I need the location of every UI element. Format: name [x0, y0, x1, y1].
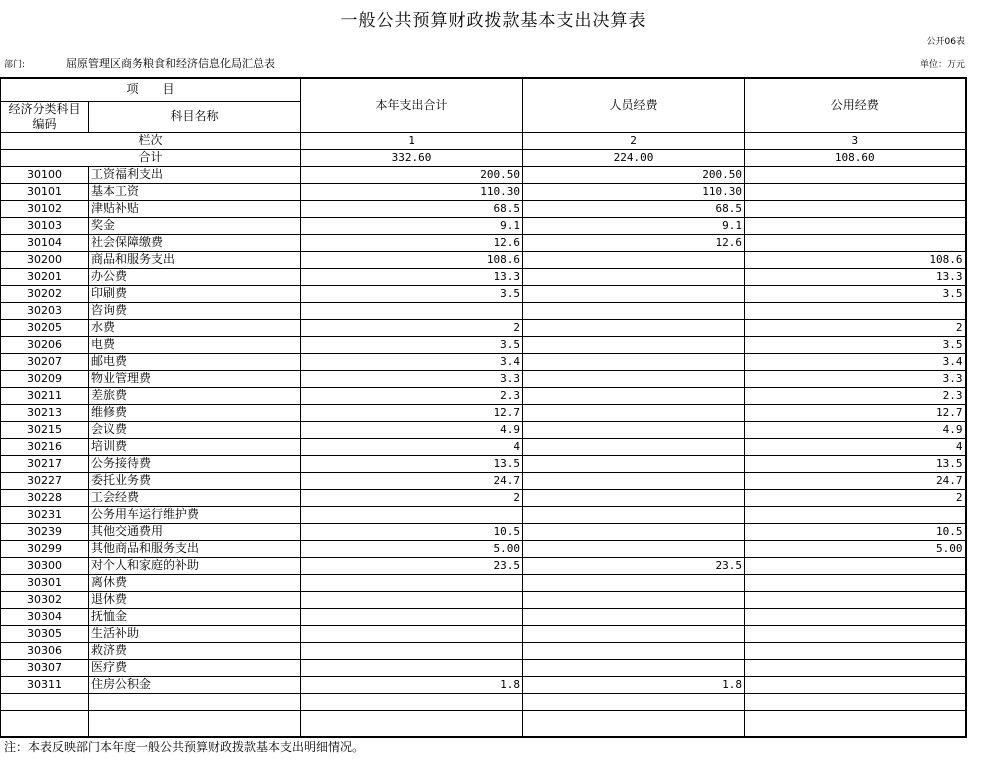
table-row [1, 438, 966, 455]
subject-name-cell: 基本工资 [89, 183, 301, 200]
header-personnel: 人员经费 [523, 78, 745, 132]
subject-name-cell: 抚恤金 [89, 608, 301, 625]
total-cell: 12.6 [301, 234, 523, 251]
econ-code-cell: 30307 [1, 659, 89, 676]
total-cell: 4.9 [301, 421, 523, 438]
public-cell [745, 302, 966, 319]
personnel-cell [523, 489, 745, 506]
subject-name-cell: 办公费 [89, 268, 301, 285]
subject-name-cell: 工会经费 [89, 489, 301, 506]
public-cell [745, 608, 966, 625]
public-cell [745, 217, 966, 234]
econ-code-cell: 30203 [1, 302, 89, 319]
total-cell: 3.5 [301, 285, 523, 302]
econ-code-cell: 30205 [1, 319, 89, 336]
table-row [1, 608, 966, 625]
blank-cell [1, 693, 89, 710]
public-cell [745, 166, 966, 183]
econ-code-cell: 30301 [1, 574, 89, 591]
subject-name-cell: 维修费 [89, 404, 301, 421]
personnel-cell [523, 353, 745, 370]
total-sum: 332.60 [301, 149, 523, 166]
total-cell: 24.7 [301, 472, 523, 489]
subject-name-cell: 差旅费 [89, 387, 301, 404]
table-row [1, 523, 966, 540]
personnel-cell [523, 625, 745, 642]
public-cell [745, 574, 966, 591]
personnel-cell: 12.6 [523, 234, 745, 251]
table-row [1, 336, 966, 353]
public-cell [745, 200, 966, 217]
public-cell [745, 625, 966, 642]
table-row [1, 251, 966, 268]
table-row [1, 268, 966, 285]
subject-name-cell: 物业管理费 [89, 370, 301, 387]
subject-name-cell: 电费 [89, 336, 301, 353]
public-cell: 5.00 [745, 540, 966, 557]
total-cell: 3.3 [301, 370, 523, 387]
total-cell: 2 [301, 489, 523, 506]
total-cell: 3.5 [301, 336, 523, 353]
personnel-cell [523, 472, 745, 489]
personnel-cell [523, 319, 745, 336]
econ-code-cell: 30217 [1, 455, 89, 472]
table-row [1, 285, 966, 302]
total-public: 108.60 [745, 149, 966, 166]
personnel-cell: 9.1 [523, 217, 745, 234]
table-row [1, 676, 966, 693]
blank-cell [745, 693, 966, 710]
total-cell [301, 625, 523, 642]
department-name: 屈原管理区商务粮食和经济信息化局汇总表 [66, 57, 275, 70]
blank-cell [745, 710, 966, 737]
total-cell: 9.1 [301, 217, 523, 234]
personnel-cell [523, 285, 745, 302]
econ-code-cell: 30104 [1, 234, 89, 251]
header-subject-name: 科目名称 [89, 101, 301, 132]
col-number-2: 2 [523, 132, 745, 149]
econ-code-cell: 30215 [1, 421, 89, 438]
report-title: 一般公共预算财政拨款基本支出决算表 [340, 11, 647, 31]
personnel-cell [523, 438, 745, 455]
econ-code-cell: 30306 [1, 642, 89, 659]
personnel-cell [523, 421, 745, 438]
subject-name-cell: 委托业务费 [89, 472, 301, 489]
header-econ-code: 经济分类科目编码 [1, 101, 89, 132]
table-row [1, 234, 966, 251]
econ-code-cell: 30231 [1, 506, 89, 523]
total-cell: 13.5 [301, 455, 523, 472]
personnel-cell [523, 370, 745, 387]
econ-code-cell: 30200 [1, 251, 89, 268]
form-code: 公开06表 [926, 37, 965, 47]
total-cell: 5.00 [301, 540, 523, 557]
personnel-cell [523, 574, 745, 591]
total-cell [301, 302, 523, 319]
public-cell: 3.3 [745, 370, 966, 387]
total-cell [301, 506, 523, 523]
table-row [1, 302, 966, 319]
table-row [1, 166, 966, 183]
subject-name-cell: 公务用车运行维护费 [89, 506, 301, 523]
personnel-cell [523, 523, 745, 540]
public-cell: 13.3 [745, 268, 966, 285]
personnel-cell: 200.50 [523, 166, 745, 183]
subject-name-cell: 社会保障缴费 [89, 234, 301, 251]
table-row [1, 421, 966, 438]
subject-name-cell: 咨询费 [89, 302, 301, 319]
total-label: 合计 [1, 149, 301, 166]
total-cell: 200.50 [301, 166, 523, 183]
subject-name-cell: 其他交通费用 [89, 523, 301, 540]
public-cell: 3.4 [745, 353, 966, 370]
personnel-cell [523, 387, 745, 404]
personnel-cell [523, 336, 745, 353]
table-row [1, 659, 966, 676]
department-label: 部门: [4, 60, 26, 70]
total-cell: 110.30 [301, 183, 523, 200]
econ-code-cell: 30300 [1, 557, 89, 574]
public-cell: 4 [745, 438, 966, 455]
table-row [1, 625, 966, 642]
personnel-cell [523, 404, 745, 421]
econ-code-cell: 30100 [1, 166, 89, 183]
econ-code-cell: 30102 [1, 200, 89, 217]
subject-name-cell: 培训费 [89, 438, 301, 455]
total-cell [301, 608, 523, 625]
subject-name-cell: 公务接待费 [89, 455, 301, 472]
econ-code-cell: 30209 [1, 370, 89, 387]
public-cell: 3.5 [745, 285, 966, 302]
public-cell: 2 [745, 319, 966, 336]
public-cell [745, 183, 966, 200]
public-cell: 12.7 [745, 404, 966, 421]
total-cell: 2.3 [301, 387, 523, 404]
col-number-3: 3 [745, 132, 966, 149]
table-row [1, 557, 966, 574]
total-cell: 10.5 [301, 523, 523, 540]
total-cell [301, 574, 523, 591]
blank-cell [301, 693, 523, 710]
total-cell: 68.5 [301, 200, 523, 217]
table-row [1, 183, 966, 200]
blank-cell [523, 710, 745, 737]
header-total-expenditure: 本年支出合计 [301, 78, 523, 132]
public-cell [745, 659, 966, 676]
personnel-cell: 1.8 [523, 676, 745, 693]
table-row [1, 506, 966, 523]
table-row [1, 591, 966, 608]
public-cell: 2.3 [745, 387, 966, 404]
table-row [1, 540, 966, 557]
unit-label: 单位：万元 [919, 60, 965, 70]
econ-code-cell: 30213 [1, 404, 89, 421]
header-public: 公用经费 [745, 78, 966, 132]
header-item: 项 目 [1, 78, 301, 101]
total-cell: 23.5 [301, 557, 523, 574]
public-cell [745, 591, 966, 608]
personnel-cell [523, 455, 745, 472]
personnel-cell [523, 302, 745, 319]
total-cell: 108.6 [301, 251, 523, 268]
expenditure-table [0, 77, 967, 738]
total-cell: 13.3 [301, 268, 523, 285]
table-row [1, 353, 966, 370]
table-row [1, 319, 966, 336]
subject-name-cell: 津贴补贴 [89, 200, 301, 217]
table-row [1, 200, 966, 217]
public-cell: 108.6 [745, 251, 966, 268]
table-row [1, 387, 966, 404]
subject-name-cell: 救济费 [89, 642, 301, 659]
subject-name-cell: 奖金 [89, 217, 301, 234]
table-row [1, 642, 966, 659]
table-row [1, 574, 966, 591]
public-cell [745, 676, 966, 693]
subject-name-cell: 水费 [89, 319, 301, 336]
total-cell [301, 642, 523, 659]
blank-row [1, 710, 966, 737]
personnel-cell [523, 659, 745, 676]
subject-name-cell: 生活补助 [89, 625, 301, 642]
public-cell: 3.5 [745, 336, 966, 353]
public-cell [745, 234, 966, 251]
blank-cell [89, 693, 301, 710]
subject-name-cell: 对个人和家庭的补助 [89, 557, 301, 574]
econ-code-cell: 30211 [1, 387, 89, 404]
table-row [1, 489, 966, 506]
subject-name-cell: 印刷费 [89, 285, 301, 302]
econ-code-cell: 30299 [1, 540, 89, 557]
subject-name-cell: 商品和服务支出 [89, 251, 301, 268]
public-cell: 24.7 [745, 472, 966, 489]
blank-cell [1, 710, 89, 737]
public-cell [745, 642, 966, 659]
personnel-cell: 23.5 [523, 557, 745, 574]
econ-code-cell: 30311 [1, 676, 89, 693]
public-cell [745, 557, 966, 574]
col-number-1: 1 [301, 132, 523, 149]
blank-row [1, 693, 966, 710]
subject-name-cell: 工资福利支出 [89, 166, 301, 183]
personnel-cell [523, 591, 745, 608]
subject-name-cell: 邮电费 [89, 353, 301, 370]
row-lanci-label: 栏次 [1, 132, 301, 149]
subject-name-cell: 医疗费 [89, 659, 301, 676]
total-cell: 3.4 [301, 353, 523, 370]
subject-name-cell: 退休费 [89, 591, 301, 608]
personnel-cell [523, 642, 745, 659]
econ-code-cell: 30304 [1, 608, 89, 625]
public-cell [745, 506, 966, 523]
subject-name-cell: 其他商品和服务支出 [89, 540, 301, 557]
blank-cell [301, 710, 523, 737]
econ-code-cell: 30227 [1, 472, 89, 489]
blank-cell [523, 693, 745, 710]
econ-code-cell: 30202 [1, 285, 89, 302]
subject-name-cell: 会议费 [89, 421, 301, 438]
table-row [1, 455, 966, 472]
personnel-cell [523, 506, 745, 523]
econ-code-cell: 30216 [1, 438, 89, 455]
public-cell: 10.5 [745, 523, 966, 540]
personnel-cell: 110.30 [523, 183, 745, 200]
table-row [1, 472, 966, 489]
total-cell: 2 [301, 319, 523, 336]
table-row [1, 370, 966, 387]
econ-code-cell: 30239 [1, 523, 89, 540]
econ-code-cell: 30201 [1, 268, 89, 285]
econ-code-cell: 30302 [1, 591, 89, 608]
subject-name-cell: 住房公积金 [89, 676, 301, 693]
total-cell: 12.7 [301, 404, 523, 421]
total-cell: 1.8 [301, 676, 523, 693]
personnel-cell [523, 608, 745, 625]
econ-code-cell: 30206 [1, 336, 89, 353]
total-cell: 4 [301, 438, 523, 455]
personnel-cell [523, 251, 745, 268]
personnel-cell [523, 268, 745, 285]
public-cell: 2 [745, 489, 966, 506]
personnel-cell [523, 540, 745, 557]
total-personnel: 224.00 [523, 149, 745, 166]
personnel-cell: 68.5 [523, 200, 745, 217]
public-cell: 4.9 [745, 421, 966, 438]
subject-name-cell: 离休费 [89, 574, 301, 591]
total-cell [301, 591, 523, 608]
table-row [1, 404, 966, 421]
total-cell [301, 659, 523, 676]
econ-code-cell: 30103 [1, 217, 89, 234]
table-row [1, 217, 966, 234]
econ-code-cell: 30101 [1, 183, 89, 200]
footnote: 注：本表反映部门本年度一般公共预算财政拨款基本支出明细情况。 [4, 740, 365, 754]
econ-code-cell: 30228 [1, 489, 89, 506]
public-cell: 13.5 [745, 455, 966, 472]
econ-code-cell: 30305 [1, 625, 89, 642]
blank-cell [89, 710, 301, 737]
econ-code-cell: 30207 [1, 353, 89, 370]
